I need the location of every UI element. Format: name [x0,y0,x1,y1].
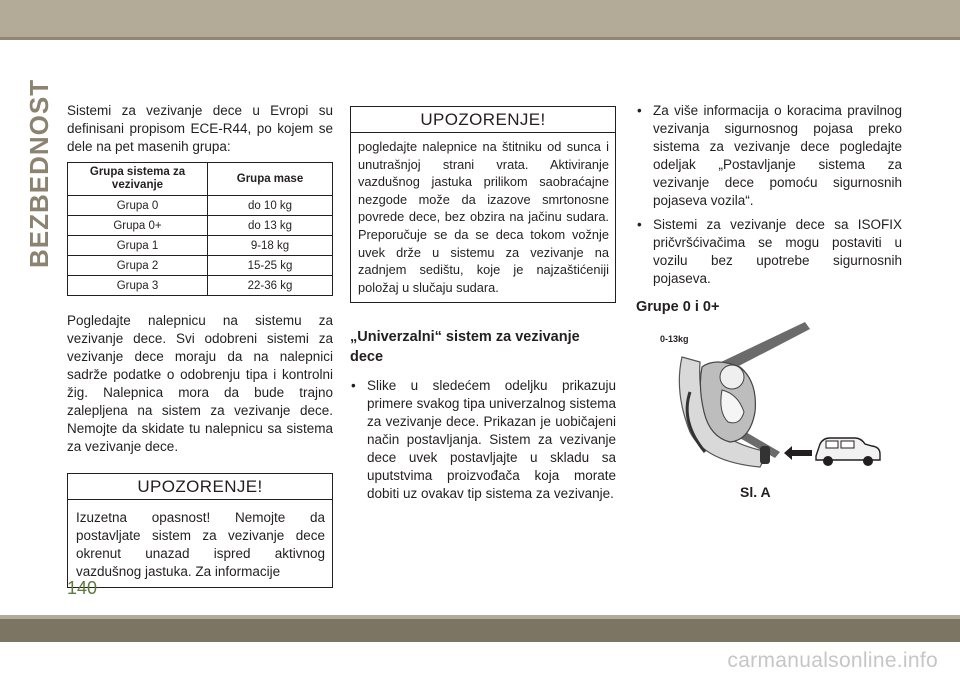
section-tab: BEZBEDNOST [24,78,54,268]
warning-box [67,473,333,588]
table-row [68,216,333,236]
bottom-band-edge [0,615,960,619]
mass-group-table [67,162,333,296]
top-band [0,0,960,40]
column-2 [350,106,616,503]
table-row [68,276,333,296]
watermark: carmanualsonline.info [727,649,938,672]
list-item-text: Slike u sledećem odeljku prikazuju primere svakog tipa univerzalnog sistema za vezivanje dece. Prikazan je uobičajeni način postavljanja. Sistem za vezivanje dece uvek postavljajte u skladu sa uputstvima proizvođača koja morate dobiti uz ovakav tip sistema za vezivanje. [367,378,616,502]
warning-text: pogledajte nalepnice na štitniku od sunca i unutrašnjoj strani vrata. Aktiviranje vazdušnog jastuka prilikom saobraćajne nezgode može da izazove smrtonosne povrede dece, bez obzira na jačinu sudara. Preporučuje se da se deca tokom vožnje uvek drže u sistemu za vezivanje na zadnjem sedištu, koje je najzaštićeniji položaj u slučaju sudara. [358,139,609,295]
section-heading: Grupe 0 i 0+ [636,299,720,315]
list-item-text: Za više informacija o koracima pravilnog vezivanja sigurnosnog pojasa preko sistema za vezivanje dece pogledajte odeljak „Postavljanje sistema za vezivanje dece pomoću sigurnosnih pojaseva vozila“. [653,103,902,208]
table-row [68,256,333,276]
top-band-edge [0,37,960,40]
weight-label: 0-13kg [660,334,689,344]
warning-box-continued [350,106,616,303]
column-3 [636,102,902,317]
list-item-text: Sistemi za vezivanje dece sa ISOFIX pričvršćivačima se mogu postaviti u vozilu bez upotrebe sigurnosnih pojaseva. [653,217,902,286]
table-header: Grupa mase [208,163,333,196]
table-cell: Grupa 3 [68,276,208,296]
car-icon [816,438,880,466]
list-item [636,102,902,210]
table-cell: 22-36 kg [208,276,333,296]
table-cell: 15-25 kg [208,256,333,276]
warning-text: Izuzetna opasnost! Nemojte da postavljate sistem za vezivanje dece okrenut unazad ispred aktivnog vazdušnog jastuka. Za informacije [76,510,325,579]
table-row [68,196,333,216]
warning-title: UPOZORENJE! [351,107,615,133]
table-header: Grupa sistema za vezivanje [68,163,208,196]
rear-facing-seat-illustration [660,322,900,482]
baby-head [720,365,744,389]
bullet-icon: • [637,103,642,118]
table-cell: Grupa 1 [68,236,208,256]
table-row [68,236,333,256]
table-header-row [68,163,333,196]
table-cell: Grupa 2 [68,256,208,276]
bullet-icon: • [637,217,642,232]
section-heading: „Univerzalni“ sistem za vezivanje dece [350,329,580,366]
list-item [636,216,902,288]
bottom-band [0,615,960,642]
figure-caption: Sl. A [740,484,771,500]
table-cell: do 13 kg [208,216,333,236]
table-cell: do 10 kg [208,196,333,216]
table-cell: 9-18 kg [208,236,333,256]
list-item [350,377,616,503]
column-1 [67,102,333,588]
table-cell: Grupa 0+ [68,216,208,236]
bullet-icon: • [351,378,356,394]
direction-arrow-icon [784,446,812,460]
warning-title: UPOZORENJE! [68,474,332,500]
buckle [760,446,770,464]
table-cell: Grupa 0 [68,196,208,216]
label-paragraph: Pogledajte nalepnicu na sistemu za vezivanje dece. Svi odobreni sistemi za vezivanje dece moraju da na nalepnici sadrže podatke o odobrenju tipa i kontrolni žig. Nalepnica mora da bude trajno zalepljena na sistem za vezivanje dece. Nemojte da skidate tu nalepnicu sa sistema za vezivanje dece. [67,313,333,454]
bullet-list [636,102,902,288]
intro-paragraph: Sistemi za vezivanje dece u Evropi su definisani propisom ECE-R44, po kojem se dele na pet masenih grupa: [67,103,333,154]
bullet-list [350,377,616,503]
page-number: 140 [67,578,98,598]
